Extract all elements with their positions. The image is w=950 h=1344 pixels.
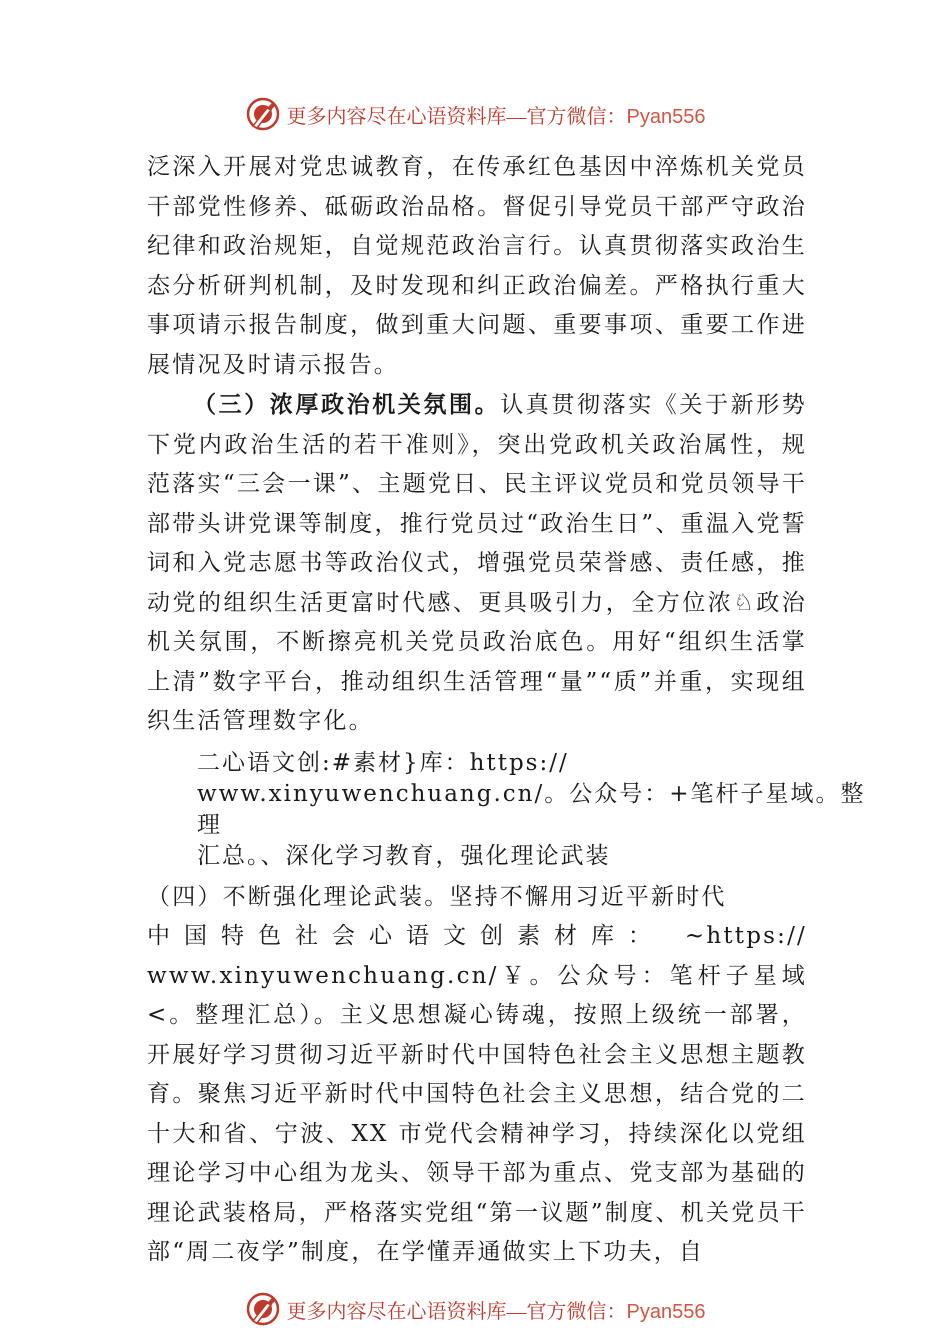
paragraph-4	[147, 878, 807, 1273]
note-line-3: 汇总。、深化学习教育，强化理论武装	[197, 842, 611, 869]
footer-banner	[0, 1289, 950, 1329]
section-heading-3: （三）浓厚政治机关氛围。	[193, 391, 501, 418]
paragraph-4-line-2: 中国特色社会心语文创素材库： ~https://	[147, 923, 807, 949]
note-line-1: 二心语文创:#素材}库：https://	[197, 749, 569, 776]
paragraph-2: （三）浓厚政治机关氛围。认真贯彻落实《关于新形势下党内政治生活的若干准则》，突出党政机关政治属性，规范落实“三会一课”、主题党日、民主评议党员和党员领导干部带头讲党课等制度，推行党员过“政治生日”、重温入党誓词和入党志愿书等政治仪式，增强党员荣誉感、责任感，推动党的组织生活更富时代感、更具吸引力，全方位浓♘政治机关氛围，不断擦亮机关党员政治底色。用好“组织生活掌上清”数字平台，推动组织生活管理“量”“质”并重，实现组织生活管理数字化。	[147, 391, 807, 734]
banner-text: 更多内容尽在心语资料库—官方微信：Pyan556	[286, 105, 706, 128]
document-body	[147, 148, 866, 1273]
wechat-id: Pyan556	[626, 1300, 706, 1323]
pen-logo-icon	[245, 1291, 281, 1327]
paragraph-4-line-1: （四）不断强化理论武装。坚持不懈用习近平新时代	[147, 883, 727, 910]
paragraph-4-rest: www.xinyuwenchuang.cn/￥。公众号：笔杆子星域<。整理汇总）。主义思想凝心铸魂，按照上级统一部署，开展好学习贯彻习近平新时代中国特色社会主义思想主题教育。聚焦习近平新时代中国特色社会主义思想，结合党的二十大和省、宁波、XX 市党代会精神学习，持续深化以党组理论学习中心组为龙头、领导干部为重点、党支部为基础的理论武装格局，严格落实党组“第一议题”制度、机关党员干部“周二夜学”制度，在学懂弄通做实上下功夫，自	[147, 962, 807, 1265]
source-note	[147, 748, 866, 872]
banner-text: 更多内容尽在心语资料库—官方微信：Pyan556	[286, 1300, 706, 1323]
header-banner	[0, 94, 950, 134]
paragraph-1: 泛深入开展对党忠诚教育，在传承红色基因中淬炼机关党员干部党性修养、砥砺政治品格。督促引导党员干部严守政治纪律和政治规矩，自觉规范政治言行。认真贯彻落实政治生态分析研判机制，及时发现和纠正政治偏差。严格执行重大事项请示报告制度，做到重大问题、重要事项、重要工作进展情况及时请示报告。	[147, 154, 807, 378]
wechat-id: Pyan556	[626, 105, 706, 128]
note-line-2: www.xinyuwenchuang.cn/。公众号：+笔杆子星域。整理	[197, 780, 866, 838]
pen-logo-icon	[245, 96, 281, 132]
